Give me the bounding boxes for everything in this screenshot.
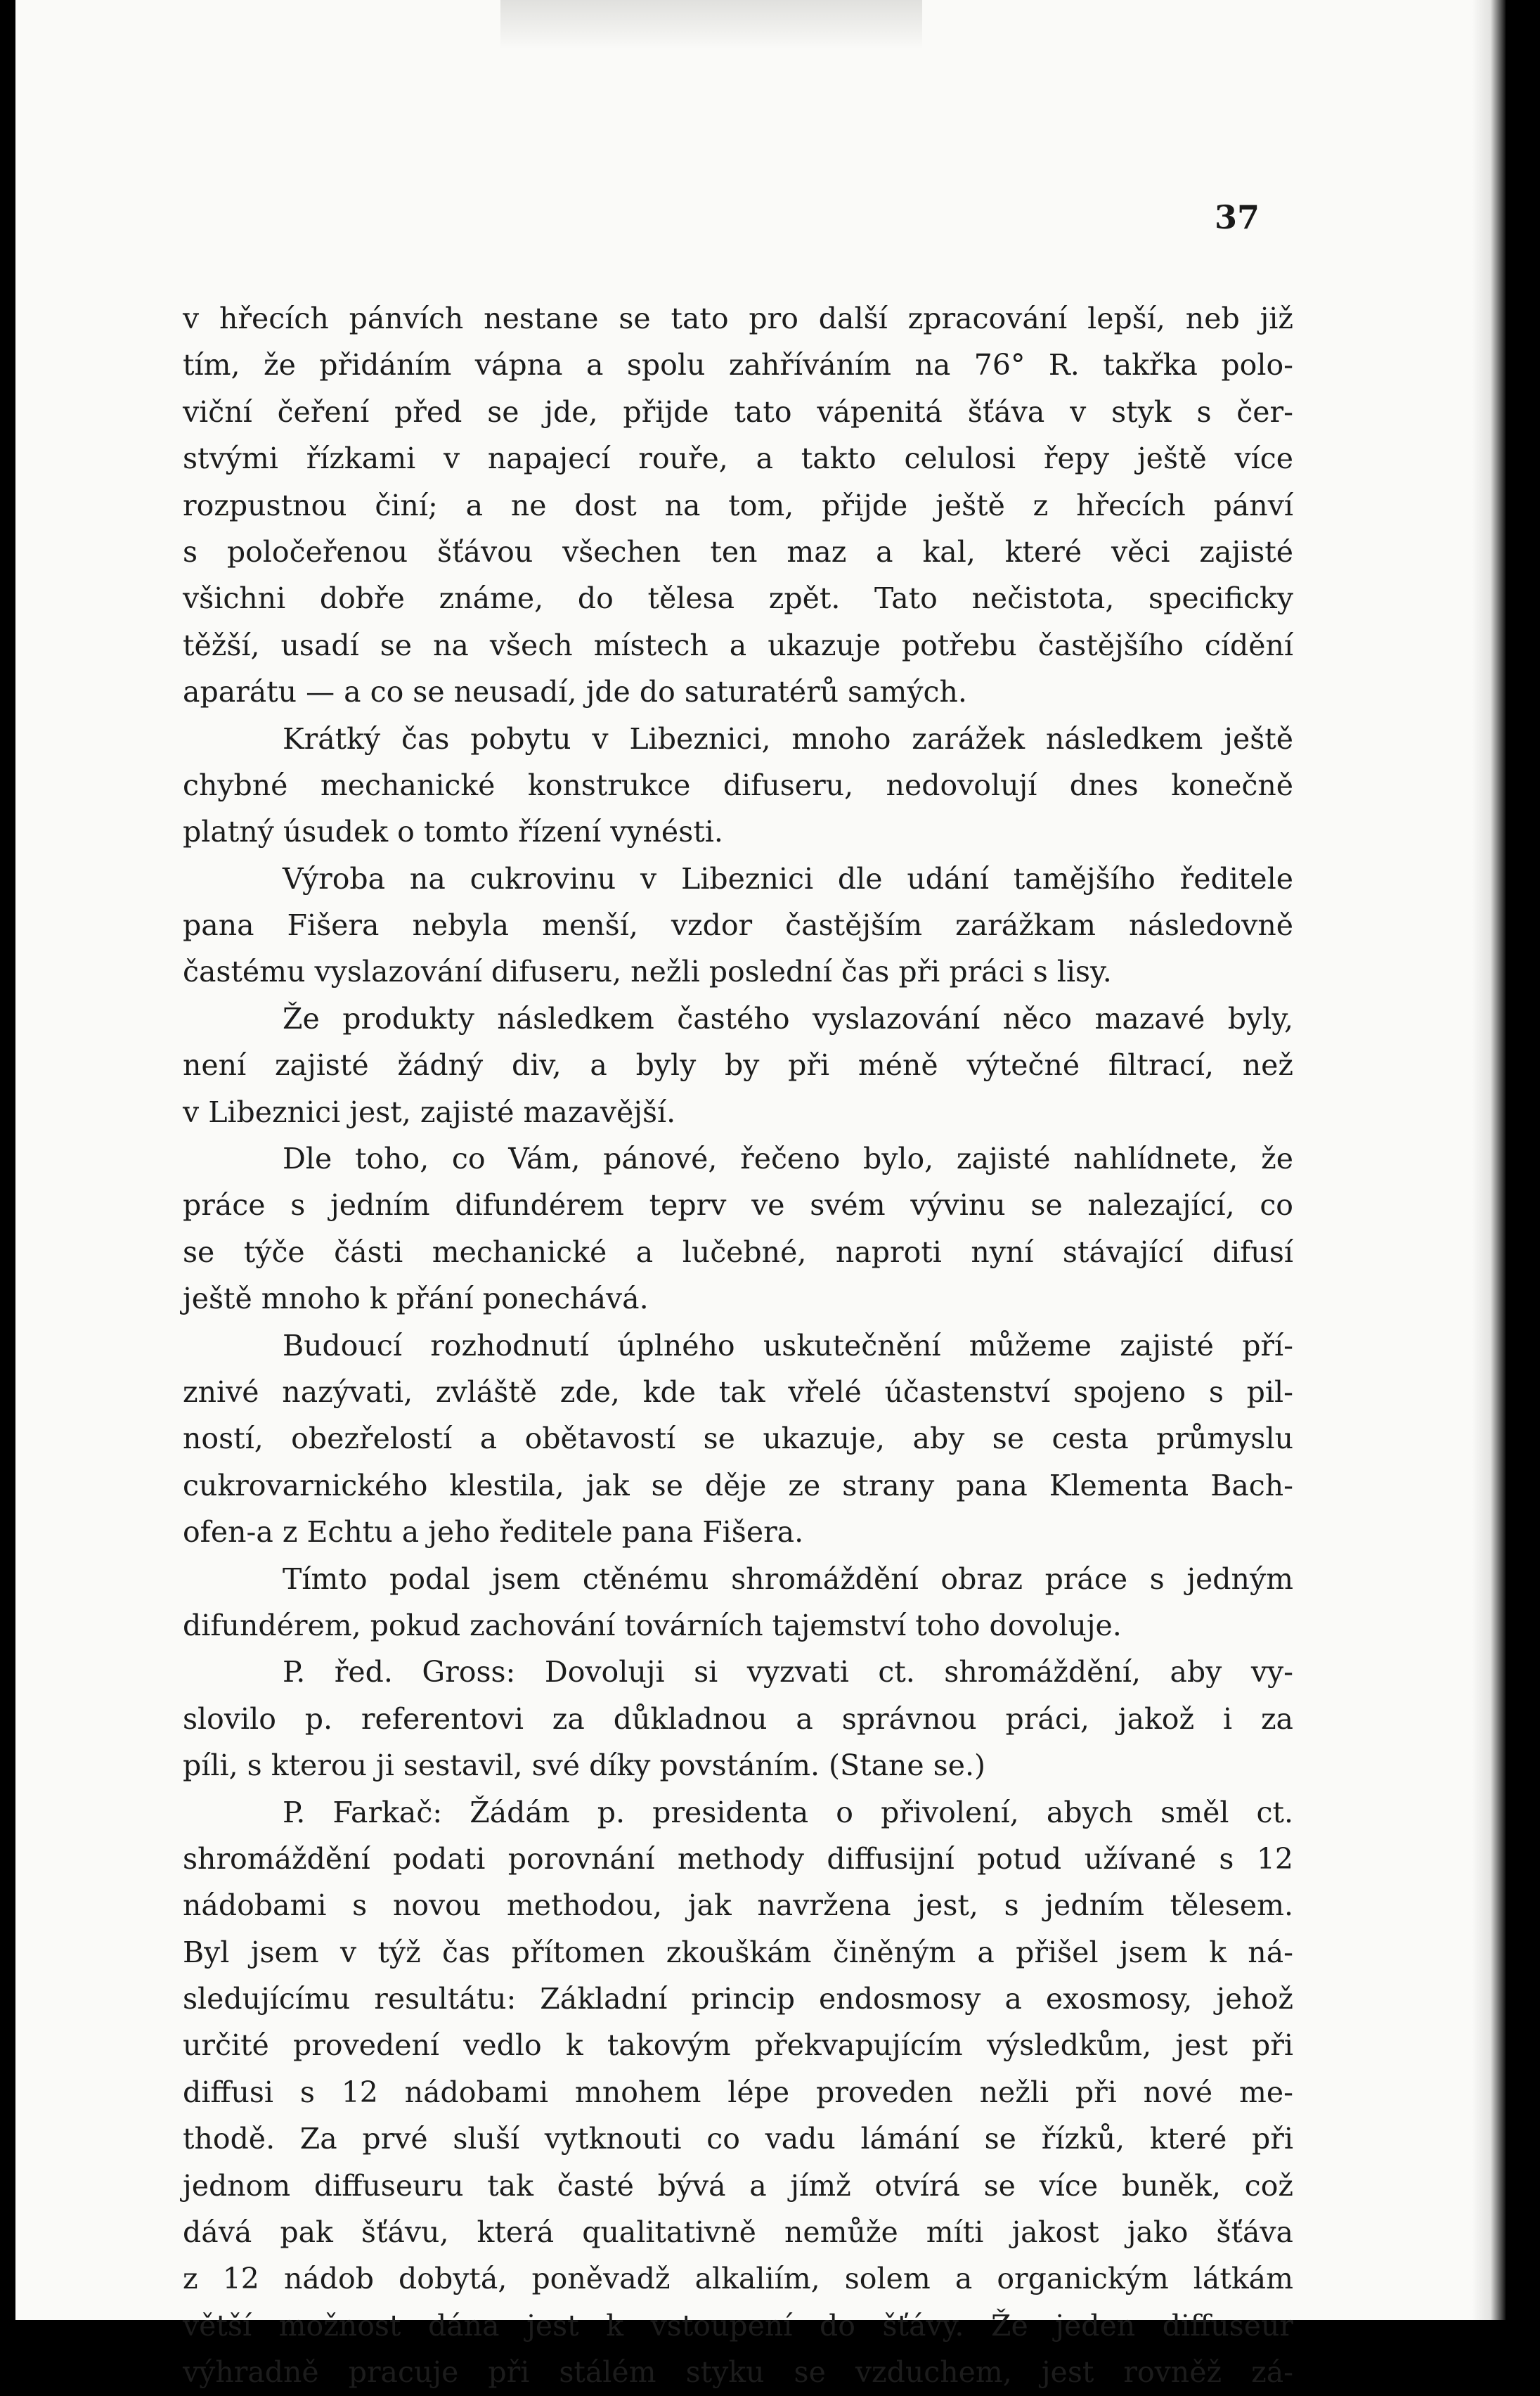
text-line: těžší, usadí se na všech místech a ukazuje potřebu častějšího cídění [183, 628, 1293, 662]
text-line: difundérem, pokud zachování továrních tajemství toho dovoluje. [183, 1608, 1122, 1642]
text-line: shromáždění podati porovnání methody diffusijní potud užívané s 12 [183, 1841, 1293, 1876]
text-line: rozpustnou činí; a ne dost na tom, přijde ještě z hřecích pánví [183, 488, 1293, 522]
text-line: ofen-a z Echtu a jeho ředitele pana Fišera. [183, 1515, 804, 1550]
text-line: v hřecích pánvích nestane se tato pro další zpracování lepší, neb již [183, 302, 1293, 335]
text-line: všichni dobře známe, do tělesa zpět. Tato nečistota, specificky [183, 581, 1293, 616]
text-line: výhradně pracuje při stálém styku se vzduchem, jest rovněž zá- [183, 2355, 1293, 2390]
text-line: větší možnost dána jest k vstoupení do šťávy. Že jeden diffuseur [183, 2308, 1293, 2343]
text-line: práce s jedním difundérem teprv ve svém vývinu se nalezající, co [183, 1188, 1293, 1223]
text-line: určité provedení vedlo k takovým překvapujícím výsledkům, jest při [183, 2028, 1293, 2063]
text-line: znivé nazývati, zvláště zde, kde tak vřelé účastenství spojeno s pil- [183, 1374, 1293, 1409]
text-line: cukrovarnického klestila, jak se děje ze strany pana Klementa Bach- [183, 1468, 1293, 1502]
text-line: nádobami s novou methodou, jak navržena jest, s jedním tělesem. [183, 1888, 1293, 1923]
text-line: tím, že přidáním vápna a spolu zahříváním na 76° R. takřka polo- [183, 348, 1293, 382]
text-line: ještě mnoho k přání ponechává. [183, 1282, 649, 1316]
text-line: z 12 nádob dobytá, poněvadž alkaliím, solem a organickým látkám [183, 2262, 1293, 2296]
text-line: Dle toho, co Vám, pánové, řečeno bylo, zajisté nahlídnete, že [283, 1142, 1293, 1176]
text-line: píli, s kterou ji sestavil, své díky povstáním. (Stane se.) [183, 1748, 986, 1783]
text-line: slovilo p. referentovi za důkladnou a správnou práci, jakož i za [183, 1701, 1293, 1736]
scan-smudge [500, 0, 922, 49]
text-line: není zajisté žádný div, a byly by při méně výtečné filtrací, než [183, 1048, 1293, 1083]
text-line: se týče části mechanické a lučebné, naproti nyní stávající difusí [183, 1235, 1293, 1269]
text-line: viční čeření před se jde, přijde tato vápenitá šťáva v styk s čer- [183, 394, 1293, 429]
text-line: ností, obezřelostí a obětavostí se ukazuje, aby se cesta průmyslu [183, 1422, 1293, 1456]
body-text [183, 295, 1293, 2396]
book-page [15, 0, 1506, 2390]
text-line: Tímto podal jsem ctěnému shromáždění obraz práce s jedným [283, 1561, 1293, 1596]
text-line: Budoucí rozhodnutí úplného uskutečnění můžeme zajisté pří- [283, 1328, 1293, 1363]
text-line: Výroba na cukrovinu v Libeznici dle udání tamějšího ředitele [283, 861, 1293, 896]
text-line: dává pak šťávu, která qualitativně nemůže míti jakost jako šťáva [183, 2215, 1293, 2250]
text-line: chybné mechanické konstrukce difuseru, nedovolují dnes konečně [183, 768, 1293, 802]
page-edge-shadow [1472, 0, 1506, 2320]
text-line: thodě. Za prvé sluší vytknouti co vadu lámání se řízků, které při [183, 2122, 1293, 2156]
text-line: diffusi s 12 nádobami mnohem lépe proveden nežli při nové me- [183, 2075, 1293, 2109]
text-line: stvými řízkami v napajecí rouře, a takto celulosi řepy ještě více [183, 442, 1293, 476]
text-line: Krátký čas pobytu v Libeznici, mnoho zarážek následkem ještě [283, 721, 1293, 756]
page-number: 37 [1215, 198, 1260, 236]
text-line: Byl jsem v týž čas přítomen zkouškám činěným a přišel jsem k ná- [183, 1935, 1293, 1969]
text-line: jednom diffuseuru tak časté bývá a jímž otvírá se více buněk, což [183, 2168, 1293, 2203]
text-line: aparátu — a co se neusadí, jde do saturatérů samých. [183, 675, 967, 709]
text-line: pana Fišera nebyla menší, vzdor častějším zarážkam následovně [183, 908, 1293, 943]
text-line: sledujícímu resultátu: Základní princip endosmosy a exosmosy, jehož [183, 1982, 1293, 2016]
text-line: P. Farkač: Žádám p. presidenta o přivolení, abych směl ct. [283, 1795, 1293, 1829]
text-line: platný úsudek o tomto řízení vynésti. [183, 815, 723, 849]
text-line: P. řed. Gross: Dovoluji si vyzvati ct. shromáždění, aby vy- [283, 1655, 1293, 1689]
text-line: Že produkty následkem častého vyslazování něco mazavé byly, [283, 1001, 1293, 1036]
text-line: častému vyslazování difuseru, nežli poslední čas při práci s lisy. [183, 955, 1112, 989]
text-line: s poločeřenou šťávou všechen ten maz a kal, které věci zajisté [183, 534, 1293, 569]
text-line: v Libeznici jest, zajisté mazavější. [183, 1095, 676, 1129]
